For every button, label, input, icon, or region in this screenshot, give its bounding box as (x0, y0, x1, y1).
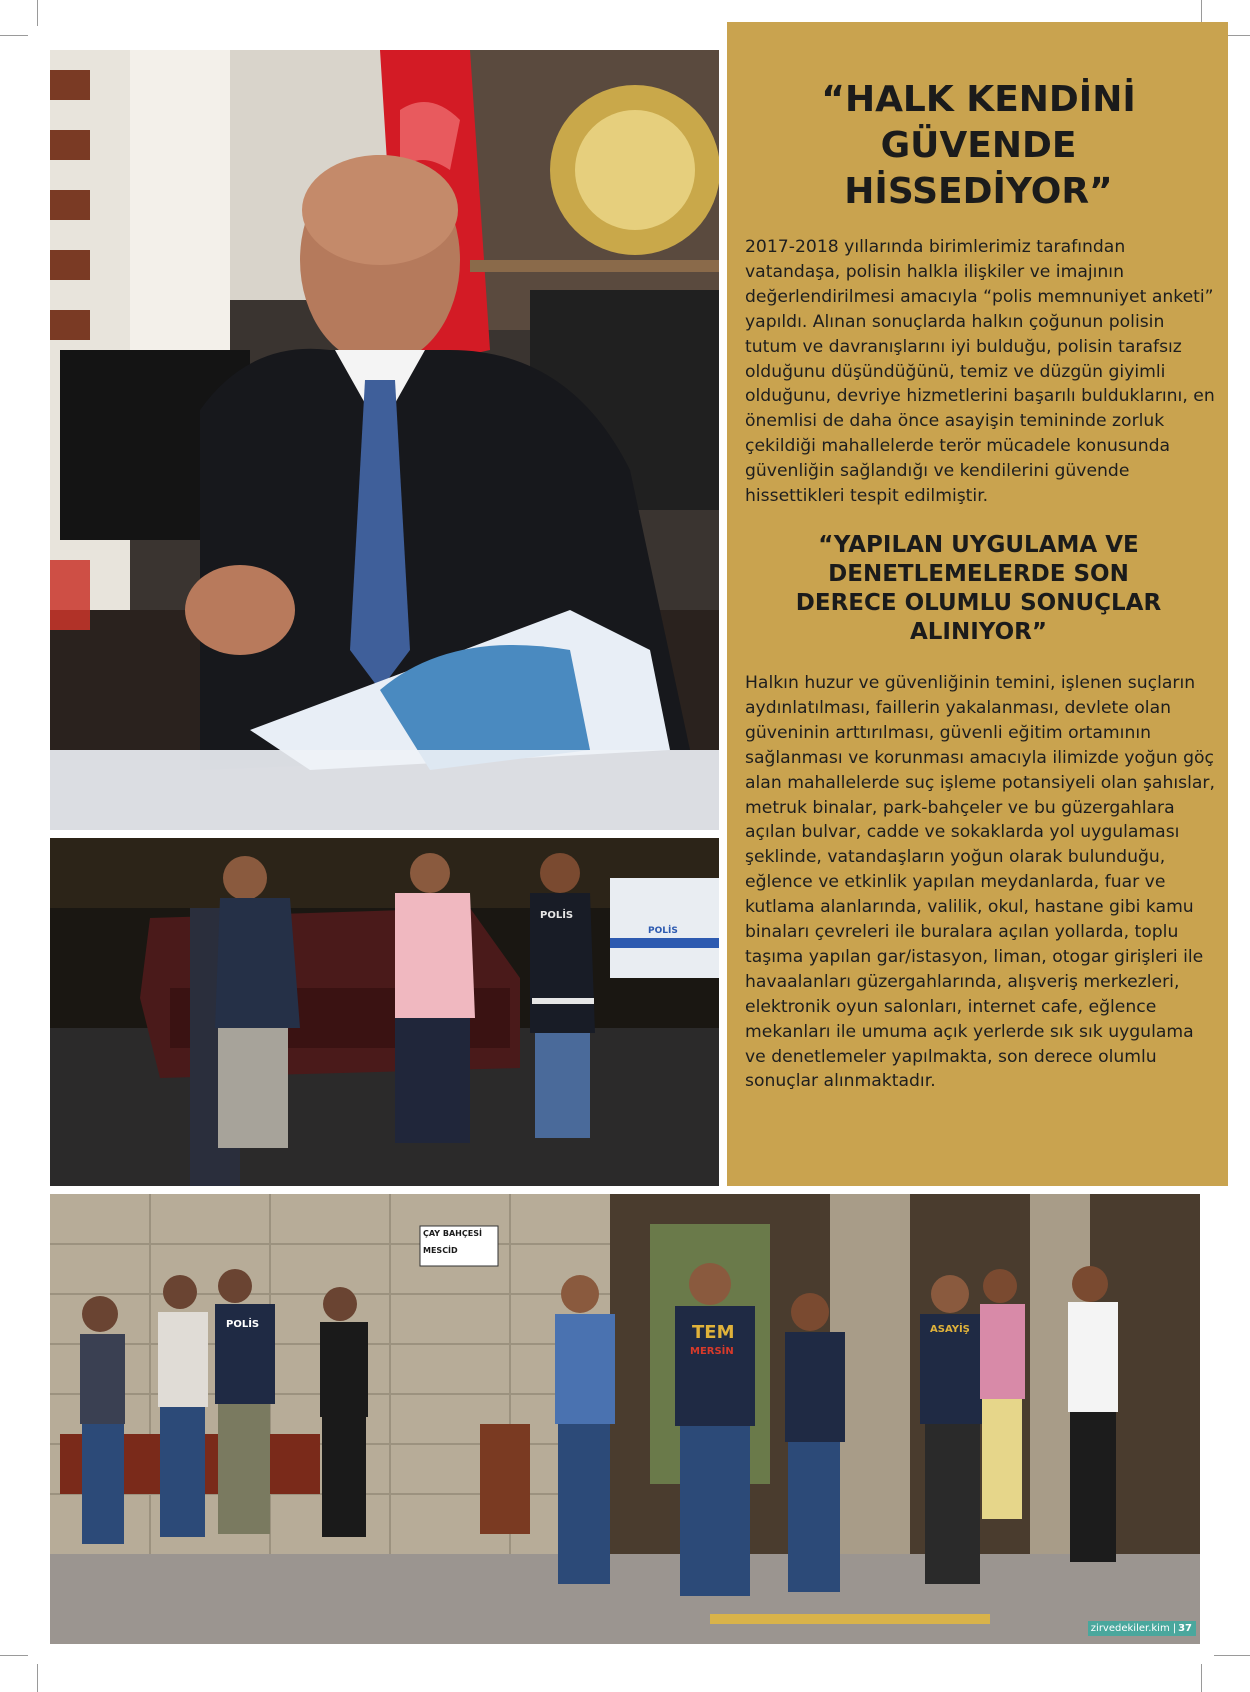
crop-mark-bottom-left-v (37, 1664, 38, 1692)
footer-site: zirvedekiler.kim (1088, 1621, 1173, 1636)
article-subheadline: “YAPILAN UYGULAMA VE DENETLEMELERDE SON DERECE OLUMLU SONUÇLAR ALINIYOR” (795, 531, 1162, 645)
crop-mark-top-left-v (37, 0, 38, 26)
vest-label-tem: TEM (692, 1322, 735, 1343)
page-footer (1090, 1619, 1196, 1637)
crop-mark-bottom-right-h (1214, 1655, 1250, 1656)
article-paragraph-2: Halkın huzur ve güvenliğinin temini, işlenen suçların aydınlatılması, faillerin yakalanması, devlete olan güveninin arttırılması, güvenli eğitim ortamının sağlanması ve korunması amacıyla ilimizde yoğun göç alan mahallelerde suç işleme potansiyeli olan şahıslar, metruk binalar, park-bahçeler ve bu güzergahlara açılan bulvar, cadde ve sokaklarda yol uygulaması şeklinde, vatandaşların yoğun olarak bulunduğu, eğlence ve etkinlik yapılan meydanlarda, fuar ve kutlama alanlarında, valilik, okul, hastane gibi kamu binaları çevreleri ile buralara açılan yollarda, toplu taşıma yapılan gar/istasyon, liman, otogar girişleri ile havaalanları güzergahlarında, alışveriş merkezleri, elektronik oyun salonları, internet cafe, eğlence mekanları ile umuma açık yerlerde sık sık uygulama ve denetlemeler yapılmakta, son derece olumlu sonuçlar alınmaktadır. (745, 672, 1215, 1092)
crop-mark-bottom-right-v (1201, 1664, 1202, 1692)
station-inspection-photo (50, 1194, 1200, 1644)
crop-mark-bottom-left-h (0, 1655, 28, 1656)
sign-mescid: MESCİD (423, 1246, 458, 1255)
crop-mark-top-left-h (0, 35, 28, 36)
vest-label-polis: POLİS (226, 1319, 260, 1330)
article-paragraph-1: 2017-2018 yıllarında birimlerimiz tarafından vatandaşa, polisin halkla ilişkiler ve imajının değerlendirilmesi amacıyla “polis memnuniyet anketi” yapıldı. Alınan sonuçlarda halkın çoğunun polisin tutum ve davranışlarını iyi bulduğu, polisin tarafsız olduğunu düşündüğünü, temiz ve düzgün giyimli olduğunu, devriye hizmetlerini başarılı bulduklarını, en önemlisi de daha önce asayişin temininde zorluk çekildiği mahallelerde terör mücadele konusunda güvenliğin sağlandığı ve kendilerini güvende hissettikleri tespit edilmiştir. (745, 237, 1215, 507)
vest-label-mersin: MERSİN (690, 1346, 734, 1357)
interview-photo (50, 50, 719, 830)
night-car-police-label: POLİS (648, 926, 678, 936)
footer-separator: | (1172, 1622, 1177, 1634)
page-number: 37 (1176, 1621, 1196, 1636)
vest-label-asayis: ASAYİŞ (930, 1324, 970, 1335)
night-checkpoint-photo (50, 838, 719, 1186)
article-headline: “HALK KENDİNİ GÜVENDE HİSSEDİYOR” (821, 79, 1136, 212)
article-panel (727, 22, 1228, 1186)
sign-cay-bahcesi: ÇAY BAHÇESİ (423, 1229, 482, 1238)
night-vest-label: POLİS (540, 910, 574, 921)
